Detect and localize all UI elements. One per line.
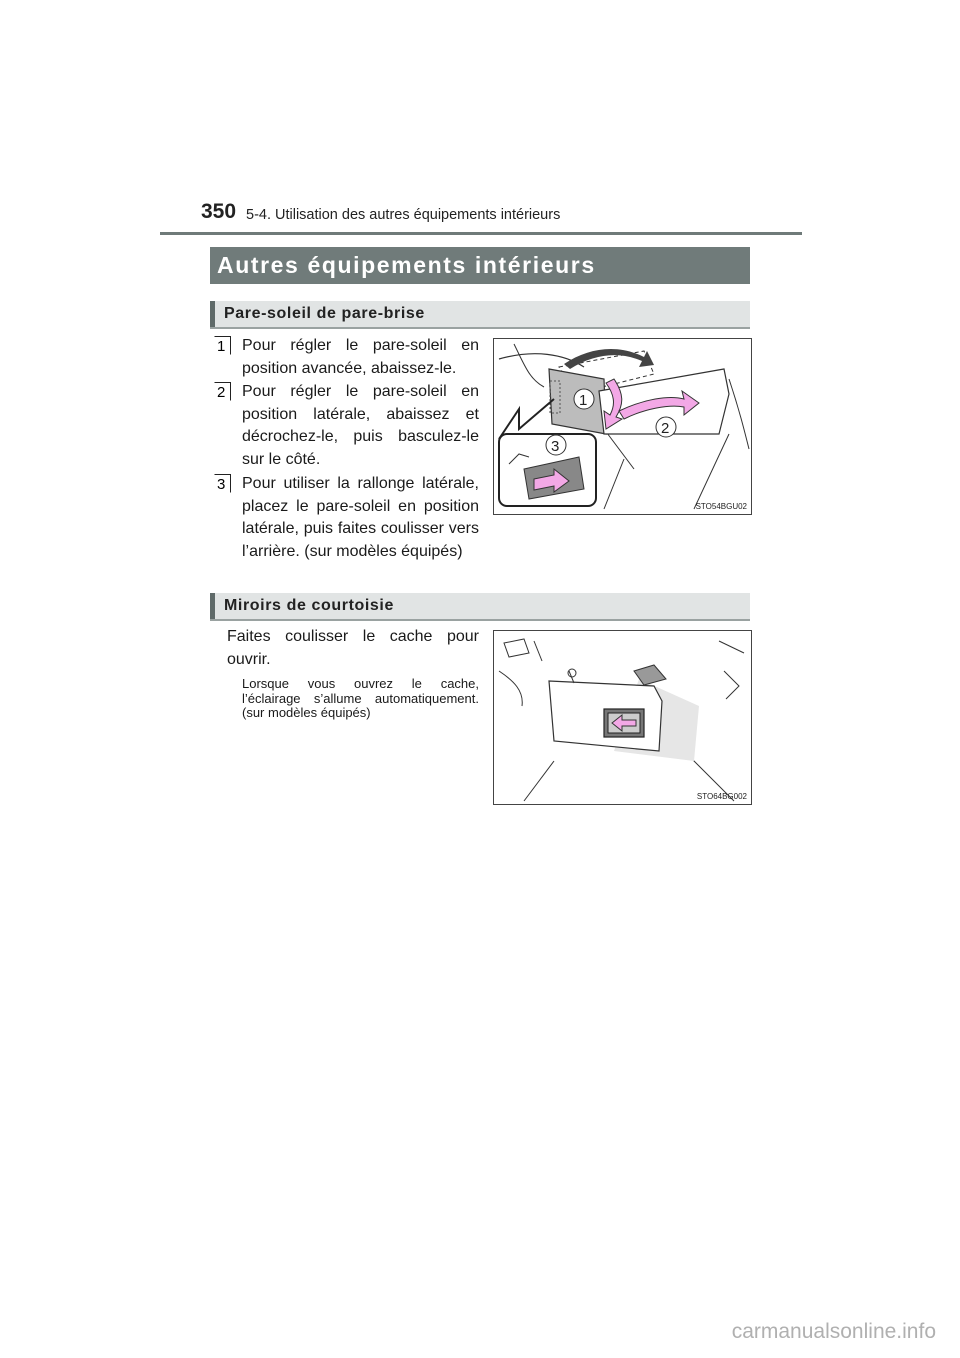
- figure-code: STO54BGU02: [695, 502, 747, 511]
- section-heading-text: Pare-soleil de pare-brise: [224, 305, 425, 322]
- sun-visor-drawing: [494, 339, 751, 514]
- section-heading-bar: [210, 301, 215, 327]
- page-number: 350: [201, 200, 237, 223]
- figure-code: STO64BG002: [696, 792, 747, 801]
- svg-text:1: 1: [217, 338, 226, 355]
- step-1: [214, 335, 479, 380]
- step-1-text: Pour régler le pare-soleil en position avancée, abaissez-le.: [242, 337, 479, 377]
- step-number-1-icon: [214, 336, 231, 355]
- chapter-title: 5-4. Utilisation des autres équipements intérieurs: [246, 207, 561, 223]
- step-2: [214, 381, 479, 471]
- callout-3: 3: [551, 438, 560, 455]
- section-heading-text: Miroirs de courtoisie: [224, 597, 394, 614]
- vanity-mirror-illustration: [493, 630, 752, 805]
- callout-2: 2: [661, 420, 670, 437]
- svg-text:3: 3: [217, 476, 226, 493]
- callout-1: 1: [579, 392, 588, 409]
- mirror-note: Lorsque vous ouvrez le cache, l’éclairage s’allume automatiquement. (sur modèles équipés): [242, 676, 479, 720]
- header-rule: [160, 232, 802, 235]
- step-number-3-icon: [214, 474, 231, 493]
- main-title: Autres équipements intérieurs: [210, 247, 750, 284]
- step-3-text: Pour utiliser la rallonge latérale, placez le pare-soleil en position latérale, puis faites coulisser vers l’arrière. (sur modèles équipés): [242, 475, 479, 560]
- watermark: carmanualsonline.info: [731, 1320, 936, 1343]
- step-2-text: Pour régler le pare-soleil en position latérale, abaissez et décrochez-le, puis basculez-le sur le côté.: [242, 383, 479, 468]
- section-heading-vanity-mirrors: [210, 593, 750, 621]
- mirror-instruction: Faites coulisser le cache pour ouvrir.: [227, 628, 479, 668]
- section-heading-bar: [210, 593, 215, 619]
- step-3: [214, 473, 479, 563]
- vanity-mirror-drawing: [494, 631, 751, 804]
- step-number-2-icon: [214, 382, 231, 401]
- section-heading-sun-visor: [210, 301, 750, 329]
- svg-text:2: 2: [217, 384, 226, 401]
- sun-visor-illustration: [493, 338, 752, 515]
